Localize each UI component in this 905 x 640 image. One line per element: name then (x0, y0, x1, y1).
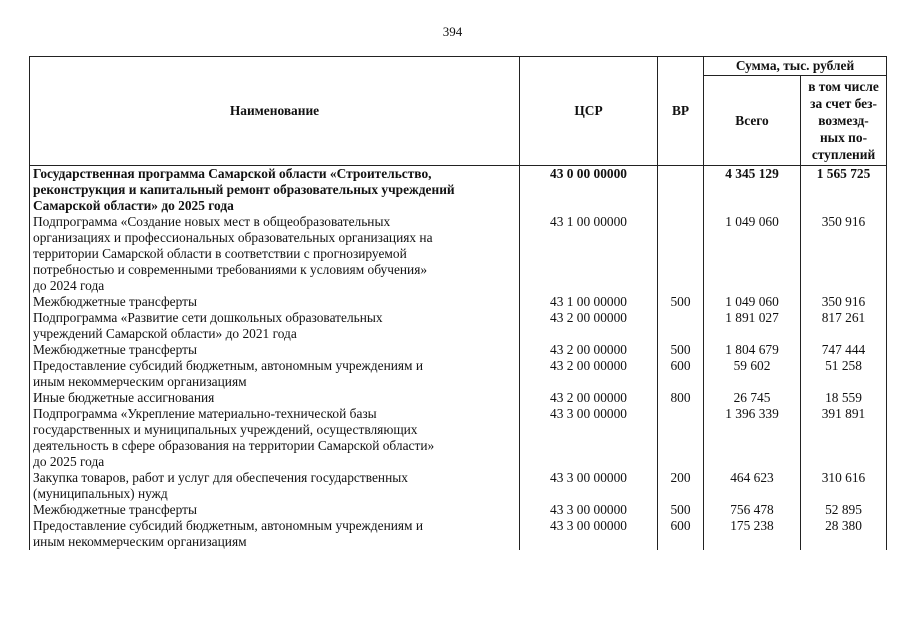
header-incl-line: возмезд- (818, 113, 869, 128)
row-vr (658, 214, 704, 294)
row-name-line: иным некоммерческим организациям (33, 534, 247, 549)
row-grant: 747 444 (801, 342, 887, 358)
row-name-line: реконструкция и капитальный ремонт образовательных учреждений (33, 182, 455, 197)
row-name-line: Закупка товаров, работ и услуг для обеспечения государственных (33, 470, 408, 485)
table-header (30, 57, 887, 166)
header-incl-line: ступлений (811, 147, 876, 162)
row-vr (658, 310, 704, 342)
row-grant: 350 916 (801, 294, 887, 310)
row-vr: 500 (658, 502, 704, 518)
budget-table (29, 56, 887, 550)
row-csr: 43 2 00 00000 (520, 390, 658, 406)
row-vr (658, 406, 704, 470)
table-row (30, 502, 887, 518)
row-grant: 52 895 (801, 502, 887, 518)
row-name-line: Подпрограмма «Создание новых мест в общеобразовательных (33, 214, 391, 229)
row-total: 1 049 060 (704, 214, 801, 294)
table-row (30, 358, 887, 390)
row-vr: 500 (658, 294, 704, 310)
row-name-line: учреждений Самарской области» до 2021 года (33, 326, 297, 341)
table-row (30, 470, 887, 502)
row-csr: 43 3 00 00000 (520, 502, 658, 518)
row-total: 1 891 027 (704, 310, 801, 342)
row-name (30, 390, 520, 406)
table-body (30, 166, 887, 551)
row-csr: 43 2 00 00000 (520, 310, 658, 342)
row-grant: 1 565 725 (801, 166, 887, 215)
row-grant: 310 616 (801, 470, 887, 502)
row-csr: 43 2 00 00000 (520, 342, 658, 358)
header-incl-line: ных по- (819, 130, 868, 145)
row-name-line: иным некоммерческим организациям (33, 374, 247, 389)
row-total: 464 623 (704, 470, 801, 502)
row-csr: 43 2 00 00000 (520, 358, 658, 390)
header-sum: Сумма, тыс. рублей (704, 57, 887, 76)
row-name (30, 310, 520, 342)
row-total: 59 602 (704, 358, 801, 390)
table-row (30, 214, 887, 294)
row-name-line: потребностью и современными требованиями к условиям обучения» (33, 262, 428, 277)
row-name-line: государственных и муниципальных учреждений, осуществляющих (33, 422, 418, 437)
table-row (30, 342, 887, 358)
table-row (30, 390, 887, 406)
row-vr: 500 (658, 342, 704, 358)
row-csr: 43 3 00 00000 (520, 518, 658, 550)
row-total: 1 049 060 (704, 294, 801, 310)
row-grant: 817 261 (801, 310, 887, 342)
row-csr: 43 0 00 00000 (520, 166, 658, 215)
row-name-line: Межбюджетные трансферты (33, 502, 197, 517)
row-name-line: (муниципальных) нужд (33, 486, 168, 501)
row-grant: 350 916 (801, 214, 887, 294)
row-name (30, 518, 520, 550)
header-vr: ВР (658, 57, 704, 166)
row-grant: 28 380 (801, 518, 887, 550)
row-csr: 43 3 00 00000 (520, 470, 658, 502)
row-name (30, 502, 520, 518)
header-name: Наименование (30, 57, 520, 166)
row-grant: 51 258 (801, 358, 887, 390)
row-vr: 200 (658, 470, 704, 502)
row-vr: 600 (658, 358, 704, 390)
header-including-grants (801, 76, 887, 166)
row-name-line: Самарской области» до 2025 года (33, 198, 234, 213)
row-name (30, 214, 520, 294)
row-total: 1 396 339 (704, 406, 801, 470)
row-csr: 43 3 00 00000 (520, 406, 658, 470)
row-total: 1 804 679 (704, 342, 801, 358)
header-csr: ЦСР (520, 57, 658, 166)
row-name (30, 358, 520, 390)
table-row (30, 166, 887, 215)
row-csr: 43 1 00 00000 (520, 214, 658, 294)
row-name-line: Иные бюджетные ассигнования (33, 390, 215, 405)
row-total: 175 238 (704, 518, 801, 550)
row-total: 4 345 129 (704, 166, 801, 215)
table-row (30, 406, 887, 470)
row-name-line: Государственная программа Самарской области «Строительство, (33, 166, 432, 181)
row-vr (658, 166, 704, 215)
table-row (30, 310, 887, 342)
row-name-line: организациях и профессиональных образовательных организациях на (33, 230, 433, 245)
row-name-line: Предоставление субсидий бюджетным, автономным учреждениям и (33, 358, 424, 373)
row-name-line: деятельность в сфере образования на территории Самарской области» (33, 438, 435, 453)
row-total: 756 478 (704, 502, 801, 518)
row-name-line: Межбюджетные трансферты (33, 294, 197, 309)
row-name (30, 166, 520, 215)
row-grant: 18 559 (801, 390, 887, 406)
row-name (30, 470, 520, 502)
row-name-line: Подпрограмма «Развитие сети дошкольных образовательных (33, 310, 383, 325)
header-incl-line: за счет без- (810, 96, 877, 111)
header-incl-line: в том числе (808, 79, 879, 94)
row-name (30, 406, 520, 470)
row-name-line: Предоставление субсидий бюджетным, автономным учреждениям и (33, 518, 424, 533)
row-name-line: территории Самарской области в соответствии с прогнозируемой (33, 246, 407, 261)
row-name-line: Подпрограмма «Укрепление материально-технической базы (33, 406, 377, 421)
table-row (30, 518, 887, 550)
row-vr: 800 (658, 390, 704, 406)
row-name (30, 342, 520, 358)
table-row (30, 294, 887, 310)
page-number: 394 (442, 24, 463, 39)
row-name-line: Межбюджетные трансферты (33, 342, 197, 357)
row-csr: 43 1 00 00000 (520, 294, 658, 310)
row-name-line: до 2025 года (33, 454, 105, 469)
row-grant: 391 891 (801, 406, 887, 470)
header-total: Всего (704, 76, 801, 166)
row-name (30, 294, 520, 310)
row-total: 26 745 (704, 390, 801, 406)
row-vr: 600 (658, 518, 704, 550)
row-name-line: до 2024 года (33, 278, 105, 293)
